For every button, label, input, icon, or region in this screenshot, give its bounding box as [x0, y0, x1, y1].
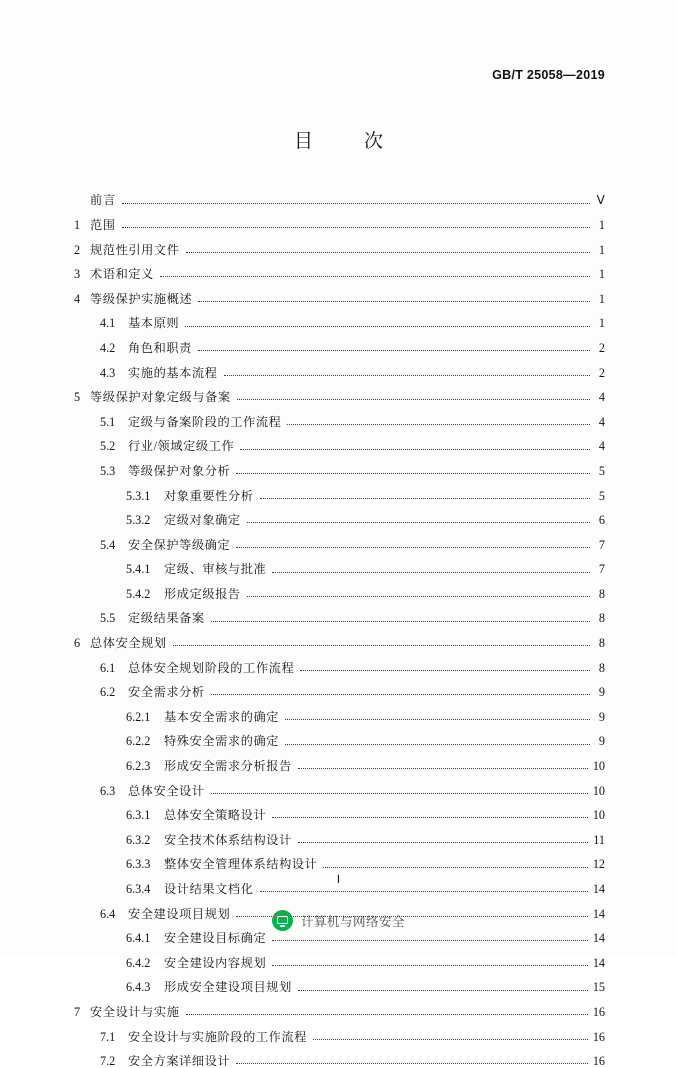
toc-entry-text: 形成安全建设项目规划	[164, 980, 292, 995]
toc-entry-page: 1	[598, 291, 605, 306]
toc-entry-number: 5.3.1	[126, 488, 151, 503]
toc-entry-label	[126, 563, 266, 575]
toc-entry-label	[100, 416, 281, 428]
toc-entry-text: 特殊安全需求的确定	[164, 734, 280, 749]
toc-entry-number: 4.1	[100, 316, 116, 331]
toc-entry[interactable]	[74, 1043, 605, 1068]
toc-entry-page: 11	[593, 832, 605, 847]
toc-entry-label	[74, 244, 180, 256]
toc-entry-text: 安全建设项目规划	[128, 906, 231, 921]
toc-leader-dots	[260, 890, 588, 892]
toc-entry-number: 6.3.2	[126, 832, 151, 847]
toc-entry-page: 4	[598, 439, 605, 454]
toc-entry-label	[100, 539, 230, 551]
toc-entry[interactable]	[74, 305, 605, 330]
toc-entry-label	[74, 268, 154, 280]
toc-entry-label	[74, 637, 167, 649]
toc-entry-text: 安全设计与实施	[90, 1004, 180, 1019]
toc-entry[interactable]	[74, 207, 605, 232]
toc-entry-label	[100, 440, 234, 452]
toc-entry-page: 7	[598, 537, 605, 552]
toc-entry-page: 10	[592, 808, 605, 823]
toc-entry-label	[126, 760, 292, 772]
brand-label: 计算机与网络安全	[300, 914, 405, 929]
toc-entry[interactable]	[74, 994, 605, 1019]
toc-leader-dots	[313, 1038, 588, 1040]
toc-entry-number: 6.2.3	[126, 759, 151, 774]
toc-entry[interactable]	[74, 576, 605, 601]
folio-page-number: Ⅰ	[336, 874, 341, 886]
toc-leader-dots	[122, 202, 590, 204]
toc-entry-label	[100, 1031, 307, 1043]
toc-entry-text: 安全需求分析	[128, 685, 205, 700]
toc-entry-text: 定级、审核与批准	[164, 562, 267, 577]
table-of-contents	[74, 182, 605, 1067]
toc-entry-text: 基本原则	[128, 316, 180, 331]
toc-leader-dots	[224, 374, 590, 376]
toc-entry-number: 7.2	[100, 1054, 116, 1068]
toc-entry-text: 安全技术体系结构设计	[164, 832, 292, 847]
toc-entry[interactable]	[74, 698, 605, 723]
toc-leader-dots	[323, 866, 587, 868]
toc-entry-label	[74, 391, 231, 403]
toc-leader-dots	[247, 521, 590, 523]
toc-entry-number: 1	[74, 217, 81, 232]
toc-entry[interactable]	[74, 354, 605, 379]
toc-entry-text: 基本安全需求的确定	[164, 709, 280, 724]
toc-entry-label	[126, 858, 317, 870]
toc-entry[interactable]	[74, 330, 605, 355]
toc-leader-dots	[186, 251, 590, 253]
toc-entry[interactable]	[74, 821, 605, 846]
toc-entry-page: 14	[592, 931, 605, 946]
toc-entry[interactable]	[74, 723, 605, 748]
toc-entry[interactable]	[74, 772, 605, 797]
toc-entry[interactable]	[74, 797, 605, 822]
page-title: 目 次	[293, 131, 399, 152]
toc-entry[interactable]	[74, 969, 605, 994]
toc-entry[interactable]	[74, 625, 605, 650]
toc-entry-label	[74, 293, 192, 305]
toc-entry-text: 形成定级报告	[164, 586, 241, 601]
toc-leader-dots	[247, 595, 590, 597]
toc-entry-text: 等级保护对象分析	[128, 463, 231, 478]
toc-entry-text: 行业/领域定级工作	[128, 439, 235, 454]
toc-leader-dots	[173, 644, 590, 646]
toc-leader-dots	[272, 816, 588, 818]
toc-entry-text: 安全方案详细设计	[128, 1054, 231, 1068]
toc-entry-page: 9	[598, 685, 605, 700]
toc-entry-number: 5.4.2	[126, 586, 151, 601]
toc-entry-text: 对象重要性分析	[164, 488, 254, 503]
toc-entry[interactable]	[74, 428, 605, 453]
toc-entry-page: 14	[592, 882, 605, 897]
toc-entry-text: 总体安全规划阶段的工作流程	[128, 660, 295, 675]
toc-leader-dots	[285, 718, 590, 720]
toc-entry-text: 形成安全需求分析报告	[164, 759, 292, 774]
toc-leader-dots	[298, 841, 588, 843]
toc-entry-number: 6.3	[100, 783, 116, 798]
toc-entry-text: 前言	[90, 193, 117, 208]
toc-leader-dots	[198, 349, 590, 351]
toc-entry-page: 8	[598, 636, 605, 651]
toc-entry[interactable]	[74, 256, 605, 281]
toc-entry-page: 2	[598, 340, 605, 355]
standard-code: GB/T 25058—2019	[492, 68, 605, 82]
toc-entry-text: 总体安全规划	[90, 636, 167, 651]
toc-leader-dots	[236, 546, 590, 548]
toc-entry-page: 16	[592, 1004, 605, 1019]
toc-leader-dots	[240, 448, 590, 450]
toc-leader-dots	[122, 226, 590, 228]
toc-entry-label	[126, 981, 292, 993]
toc-leader-dots	[298, 767, 588, 769]
toc-entry-label	[100, 1055, 230, 1067]
toc-entry-page: 10	[592, 759, 605, 774]
toc-entry-number: 6	[74, 636, 81, 651]
toc-entry[interactable]	[74, 674, 605, 699]
toc-leader-dots	[260, 497, 590, 499]
toc-entry-page: 15	[592, 980, 605, 995]
toc-entry-text: 定级结果备案	[128, 611, 205, 626]
toc-leader-dots	[198, 300, 590, 302]
toc-entry[interactable]	[74, 477, 605, 502]
toc-entry[interactable]	[74, 403, 605, 428]
toc-entry-page: 4	[598, 390, 605, 405]
toc-entry-page: 9	[598, 734, 605, 749]
toc-entry-number: 4.2	[100, 340, 116, 355]
toc-entry-label	[126, 588, 241, 600]
toc-entry-number: 4	[74, 291, 81, 306]
toc-entry-text: 设计结果文档化	[164, 882, 254, 897]
toc-entry-number: 6.4.2	[126, 955, 151, 970]
toc-entry-number: 6.1	[100, 660, 116, 675]
toc-entry-page: 8	[598, 660, 605, 675]
toc-entry-number: 5	[74, 390, 81, 405]
toc-entry[interactable]	[74, 649, 605, 674]
toc-entry-text: 角色和职责	[128, 340, 192, 355]
toc-leader-dots	[285, 743, 590, 745]
toc-entry-text: 安全建设内容规划	[164, 955, 267, 970]
toc-entry-label	[74, 219, 116, 231]
toc-entry-page: 12	[592, 857, 605, 872]
footer-brand	[0, 906, 677, 931]
wechat-official-account-icon	[272, 910, 293, 931]
toc-entry-text: 等级保护对象定级与备案	[90, 390, 231, 405]
toc-entry-number: 6.3.1	[126, 808, 151, 823]
toc-entry-label	[100, 612, 205, 624]
toc-entry-label	[74, 1006, 180, 1018]
toc-entry-number: 7.1	[100, 1029, 116, 1044]
toc-entry-number: 5.4	[100, 537, 116, 552]
toc-entry-label	[126, 809, 266, 821]
toc-entry-label	[126, 711, 279, 723]
toc-entry-number: 2	[74, 242, 81, 257]
toc-entry-number: 6.3.4	[126, 882, 151, 897]
toc-entry-number: 6.2.1	[126, 709, 151, 724]
toc-entry-page: 16	[592, 1054, 605, 1068]
toc-entry-page: 1	[598, 316, 605, 331]
toc-entry-number: 4.3	[100, 365, 116, 380]
toc-leader-dots	[287, 423, 590, 425]
toc-entry-text: 定级对象确定	[164, 513, 241, 528]
toc-entry-label	[100, 785, 205, 797]
toc-entry-label	[74, 194, 116, 206]
toc-entry-text: 整体安全管理体系结构设计	[164, 857, 318, 872]
toc-leader-dots	[185, 325, 590, 327]
toc-entry-number: 5.1	[100, 414, 116, 429]
toc-entry-page: 10	[592, 783, 605, 798]
toc-entry-text: 安全建设目标确定	[164, 931, 267, 946]
toc-entry-page: 5	[598, 488, 605, 503]
toc-entry-page: 4	[598, 414, 605, 429]
toc-entry-text: 范围	[90, 217, 116, 232]
toc-entry-label	[100, 317, 179, 329]
toc-entry[interactable]	[74, 453, 605, 478]
toc-entry[interactable]	[74, 182, 605, 207]
toc-entry-page: 2	[598, 365, 605, 380]
toc-entry-number: 5.4.1	[126, 562, 151, 577]
toc-entry-label	[126, 957, 266, 969]
toc-entry[interactable]	[74, 1018, 605, 1043]
toc-leader-dots	[236, 472, 590, 474]
toc-leader-dots	[300, 669, 590, 671]
toc-entry-number: 6.2	[100, 685, 116, 700]
toc-entry-number: 6.4	[100, 906, 116, 921]
toc-entry-label	[126, 514, 241, 526]
toc-entry[interactable]	[74, 231, 605, 256]
toc-entry-page: Ⅴ	[596, 193, 605, 208]
toc-leader-dots	[236, 1062, 588, 1064]
toc-entry-label	[126, 932, 266, 944]
toc-entry-page: 16	[592, 1029, 605, 1044]
toc-leader-dots	[186, 1013, 588, 1015]
toc-leader-dots	[272, 571, 590, 573]
toc-entry[interactable]	[74, 551, 605, 576]
toc-entry-page: 1	[598, 267, 605, 282]
toc-entry-number: 6.2.2	[126, 734, 151, 749]
toc-entry-text: 安全保护等级确定	[128, 537, 231, 552]
toc-entry-text: 安全设计与实施阶段的工作流程	[128, 1029, 308, 1044]
toc-entry-label	[126, 490, 254, 502]
toc-entry-label	[100, 367, 218, 379]
toc-entry-page: 1	[598, 242, 605, 257]
toc-entry-text: 等级保护实施概述	[90, 291, 193, 306]
toc-entry-number: 5.3	[100, 463, 116, 478]
toc-leader-dots	[211, 620, 590, 622]
toc-entry-text: 总体安全策略设计	[164, 808, 267, 823]
toc-entry-number: 7	[74, 1004, 81, 1019]
toc-entry-text: 总体安全设计	[128, 783, 205, 798]
toc-entry-text: 术语和定义	[90, 267, 154, 282]
toc-entry-number: 5.5	[100, 611, 116, 626]
toc-entry-label	[100, 662, 294, 674]
toc-entry-label	[126, 834, 292, 846]
toc-entry-number: 6.3.3	[126, 857, 151, 872]
toc-leader-dots	[272, 939, 588, 941]
toc-entry-label	[100, 686, 205, 698]
toc-entry-text: 实施的基本流程	[128, 365, 218, 380]
toc-entry-page: 8	[598, 586, 605, 601]
toc-leader-dots	[298, 989, 588, 991]
toc-entry-page: 5	[598, 463, 605, 478]
toc-entry[interactable]	[74, 280, 605, 305]
toc-entry-page: 9	[598, 709, 605, 724]
toc-entry-label	[100, 342, 192, 354]
toc-entry[interactable]	[74, 600, 605, 625]
toc-entry[interactable]	[74, 748, 605, 773]
toc-entry-page: 1	[598, 217, 605, 232]
toc-leader-dots	[211, 792, 588, 794]
toc-entry-text: 定级与备案阶段的工作流程	[128, 414, 282, 429]
toc-entry-number: 3	[74, 267, 81, 282]
toc-entry-page: 14	[592, 906, 605, 921]
toc-entry[interactable]	[74, 502, 605, 527]
toc-entry-page: 14	[592, 955, 605, 970]
toc-entry-label	[100, 465, 230, 477]
toc-leader-dots	[211, 693, 590, 695]
toc-entry[interactable]	[74, 846, 605, 871]
toc-entry-number: 6.4.3	[126, 980, 151, 995]
toc-leader-dots	[272, 964, 588, 966]
toc-entry-number: 5.3.2	[126, 513, 151, 528]
toc-entry-page: 8	[598, 611, 605, 626]
toc-entry-number: 6.4.1	[126, 931, 151, 946]
toc-entry-page: 7	[598, 562, 605, 577]
toc-entry[interactable]	[74, 379, 605, 404]
toc-entry-number: 5.2	[100, 439, 116, 454]
toc-entry-label	[126, 735, 279, 747]
toc-leader-dots	[237, 398, 590, 400]
toc-entry[interactable]	[74, 526, 605, 551]
toc-leader-dots	[160, 275, 590, 277]
toc-entry-text: 规范性引用文件	[90, 242, 180, 257]
toc-entry-page: 6	[598, 513, 605, 528]
